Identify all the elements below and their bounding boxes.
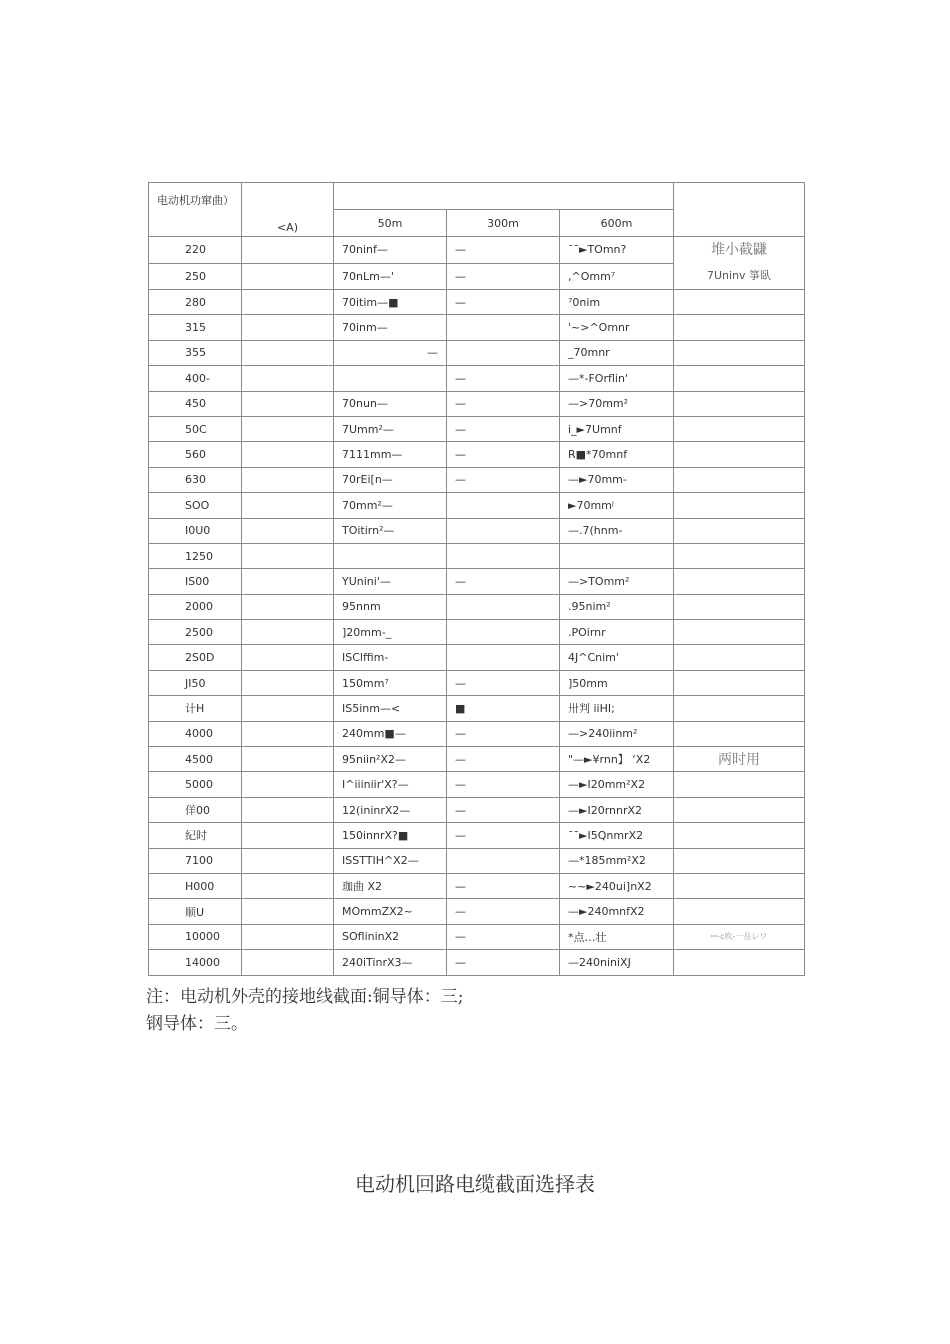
cell-50m: ISSTTIH^X2— — [334, 848, 447, 873]
cell-power: IS00 — [149, 569, 242, 594]
side-empty-cell — [674, 873, 805, 898]
table-row — [149, 442, 805, 467]
cell-300m: — — [447, 442, 560, 467]
cell-power: I0U0 — [149, 518, 242, 543]
cell-600m: 4J^Cnim' — [560, 645, 674, 670]
cell-300m: — — [447, 263, 560, 290]
header-length-600m: 600m — [560, 210, 674, 237]
table-row — [149, 899, 805, 924]
side-empty-cell — [674, 645, 805, 670]
table-row — [149, 543, 805, 568]
cell-600m: —.7(hnm- — [560, 518, 674, 543]
cell-current — [242, 696, 334, 721]
table-row — [149, 645, 805, 670]
cell-300m: — — [447, 721, 560, 746]
cell-600m: ¯¯►TOmn? — [560, 237, 674, 264]
cell-50m — [334, 366, 447, 391]
header-row-top — [149, 183, 805, 210]
cell-50m: I^iiiniir'X?— — [334, 772, 447, 797]
table-row — [149, 950, 805, 975]
side-empty-cell — [674, 848, 805, 873]
cell-power: 14000 — [149, 950, 242, 975]
table-row — [149, 569, 805, 594]
cell-600m: ►70mmʲ — [560, 493, 674, 518]
cell-50m: 珈曲 X2 — [334, 873, 447, 898]
cell-current — [242, 366, 334, 391]
side-empty-cell — [674, 315, 805, 340]
cell-current — [242, 645, 334, 670]
cell-300m — [447, 848, 560, 873]
cell-300m: — — [447, 950, 560, 975]
cell-300m — [447, 518, 560, 543]
cell-power: 630 — [149, 467, 242, 492]
cell-power: 佯00 — [149, 797, 242, 822]
cell-current — [242, 493, 334, 518]
cell-600m: —*185mm²X2 — [560, 848, 674, 873]
cell-current — [242, 772, 334, 797]
cell-50m: 70inm— — [334, 315, 447, 340]
table-row — [149, 416, 805, 441]
cell-300m: ■ — [447, 696, 560, 721]
cell-600m: i_►7Umnf — [560, 416, 674, 441]
cell-power: 4000 — [149, 721, 242, 746]
cell-current — [242, 873, 334, 898]
cell-300m: — — [447, 823, 560, 848]
cell-current — [242, 620, 334, 645]
cell-300m: — — [447, 569, 560, 594]
table-row — [149, 467, 805, 492]
cell-current — [242, 848, 334, 873]
cell-current — [242, 391, 334, 416]
cell-600m: .95nim² — [560, 594, 674, 619]
table-row — [149, 797, 805, 822]
table-row — [149, 721, 805, 746]
cell-power: 4500 — [149, 747, 242, 772]
cell-300m: — — [447, 391, 560, 416]
cell-600m: 卅判 iiHI; — [560, 696, 674, 721]
cell-current — [242, 670, 334, 695]
table-row — [149, 924, 805, 949]
side-empty-cell — [674, 416, 805, 441]
both-use-note: 两时用 — [674, 747, 805, 772]
side-empty-cell — [674, 797, 805, 822]
cell-power: 2000 — [149, 594, 242, 619]
footnote — [146, 984, 463, 1038]
side-empty-cell — [674, 569, 805, 594]
cell-300m: — — [447, 899, 560, 924]
cell-current — [242, 315, 334, 340]
cell-300m: — — [447, 873, 560, 898]
table-row — [149, 518, 805, 543]
cell-600m: *点…壮 — [560, 924, 674, 949]
cell-300m: — — [447, 924, 560, 949]
cell-600m: —>70mm² — [560, 391, 674, 416]
cell-300m: — — [447, 797, 560, 822]
cell-600m — [560, 543, 674, 568]
table-row — [149, 670, 805, 695]
table-row — [149, 873, 805, 898]
cell-600m: —►I20mm²X2 — [560, 772, 674, 797]
cell-power: 紀时 — [149, 823, 242, 848]
cell-600m: —►I20rnnrX2 — [560, 797, 674, 822]
table-row — [149, 594, 805, 619]
cell-300m: — — [447, 237, 560, 264]
side-empty-cell — [674, 290, 805, 315]
cell-300m: — — [447, 670, 560, 695]
cell-power: 5000 — [149, 772, 242, 797]
side-empty-cell — [674, 721, 805, 746]
cell-current — [242, 950, 334, 975]
cell-power: 1250 — [149, 543, 242, 568]
cell-power: 450 — [149, 391, 242, 416]
cell-current — [242, 290, 334, 315]
header-length-group — [334, 183, 674, 210]
cell-50m: 240iTinrX3— — [334, 950, 447, 975]
cell-power: 2500 — [149, 620, 242, 645]
table-row — [149, 620, 805, 645]
cell-300m — [447, 315, 560, 340]
side-empty-cell — [674, 366, 805, 391]
cell-current — [242, 823, 334, 848]
side-empty-cell — [674, 340, 805, 365]
cell-600m: .POirnr — [560, 620, 674, 645]
cell-power: 280 — [149, 290, 242, 315]
cell-600m: ⁷0nim — [560, 290, 674, 315]
table-row — [149, 493, 805, 518]
cell-50m: — — [334, 340, 447, 365]
cell-300m: — — [447, 416, 560, 441]
cell-50m: 70mm²— — [334, 493, 447, 518]
header-length-50m: 50m — [334, 210, 447, 237]
cell-600m: '~>^Omnr — [560, 315, 674, 340]
cell-50m: 150innrX?■ — [334, 823, 447, 848]
cell-50m: 7111mm— — [334, 442, 447, 467]
table-row — [149, 315, 805, 340]
table-row — [149, 237, 805, 264]
cell-600m: —►70mm- — [560, 467, 674, 492]
cell-power: 355 — [149, 340, 242, 365]
cell-600m: —>TOmm² — [560, 569, 674, 594]
table-row — [149, 823, 805, 848]
cell-600m: —*-FOrflin' — [560, 366, 674, 391]
header-empty — [674, 183, 805, 237]
min-section-note — [674, 237, 805, 290]
min-section-value: 7Uninv 箏臥 — [707, 269, 772, 282]
cell-current — [242, 442, 334, 467]
cell-300m — [447, 620, 560, 645]
cell-300m: — — [447, 290, 560, 315]
cell-50m: TOitirn²— — [334, 518, 447, 543]
table-row — [149, 391, 805, 416]
table-row — [149, 772, 805, 797]
cell-600m: R■*70mnf — [560, 442, 674, 467]
cell-50m: IS5inm—< — [334, 696, 447, 721]
document-title: 电动机回路电缆截面选择表 — [355, 1172, 595, 1196]
cell-50m: YUnini'— — [334, 569, 447, 594]
cell-50m: 70nun— — [334, 391, 447, 416]
cell-current — [242, 518, 334, 543]
cell-current — [242, 340, 334, 365]
cell-power: 560 — [149, 442, 242, 467]
cell-power: H000 — [149, 873, 242, 898]
header-current: <A) — [242, 183, 334, 237]
cell-50m: 95niin²X2— — [334, 747, 447, 772]
cell-300m: — — [447, 747, 560, 772]
cell-600m: —>240iinm² — [560, 721, 674, 746]
cell-600m: "—►¥rnn】 ‘X2 — [560, 747, 674, 772]
side-empty-cell — [674, 696, 805, 721]
footnote-line-1: 注：电动机外壳的接地线截面:铜导体：三; — [146, 987, 464, 1007]
side-empty-cell — [674, 442, 805, 467]
cell-50m: SOflininX2 — [334, 924, 447, 949]
cell-600m: ~~►240ui]nX2 — [560, 873, 674, 898]
cell-current — [242, 543, 334, 568]
side-empty-cell — [674, 899, 805, 924]
min-section-title: 堆小截鼸 — [711, 242, 768, 258]
cell-current — [242, 263, 334, 290]
cell-600m: _70mnr — [560, 340, 674, 365]
cell-power: 220 — [149, 237, 242, 264]
cell-power: 315 — [149, 315, 242, 340]
side-empty-cell — [674, 518, 805, 543]
cell-300m — [447, 493, 560, 518]
cell-50m: MOmmZX2~ — [334, 899, 447, 924]
cell-power: 10000 — [149, 924, 242, 949]
side-empty-cell — [674, 467, 805, 492]
side-empty-cell — [674, 543, 805, 568]
cell-power: SOO — [149, 493, 242, 518]
cell-300m: — — [447, 772, 560, 797]
table-row — [149, 366, 805, 391]
cell-300m — [447, 594, 560, 619]
cell-50m: 12(ininrX2— — [334, 797, 447, 822]
table-row — [149, 340, 805, 365]
side-empty-cell — [674, 594, 805, 619]
cable-section-table — [148, 182, 805, 976]
cell-300m: — — [447, 366, 560, 391]
cell-50m: ISClffim- — [334, 645, 447, 670]
cell-power: 250 — [149, 263, 242, 290]
cell-current — [242, 924, 334, 949]
cell-600m: —240niniXJ — [560, 950, 674, 975]
footnote-line-2: 钢导体：三。 — [146, 1014, 248, 1034]
side-empty-cell — [674, 772, 805, 797]
cell-power: 7100 — [149, 848, 242, 873]
side-empty-cell — [674, 391, 805, 416]
cell-current — [242, 416, 334, 441]
cell-300m — [447, 543, 560, 568]
cell-current — [242, 899, 334, 924]
cell-600m: ,^Omm⁷ — [560, 263, 674, 290]
cell-300m: — — [447, 467, 560, 492]
cell-50m: 70rEi[n— — [334, 467, 447, 492]
cell-current — [242, 797, 334, 822]
side-empty-cell — [674, 823, 805, 848]
cell-50m: 70ninf— — [334, 237, 447, 264]
cell-power: 2S0D — [149, 645, 242, 670]
cell-current — [242, 237, 334, 264]
cell-current — [242, 467, 334, 492]
header-power: 电动机功窜曲） — [149, 183, 242, 237]
cell-50m: 70nLm—' — [334, 263, 447, 290]
cell-current — [242, 721, 334, 746]
cell-power: JI50 — [149, 670, 242, 695]
cell-50m: 150mm⁷ — [334, 670, 447, 695]
cell-300m — [447, 340, 560, 365]
table-row — [149, 848, 805, 873]
cell-600m: —►240mnfX2 — [560, 899, 674, 924]
cell-power: 计H — [149, 696, 242, 721]
cell-50m: 240mm■— — [334, 721, 447, 746]
table-row — [149, 747, 805, 772]
cell-power: 顺U — [149, 899, 242, 924]
table-row — [149, 696, 805, 721]
cell-50m — [334, 543, 447, 568]
cell-current — [242, 569, 334, 594]
cell-power: 400- — [149, 366, 242, 391]
side-empty-cell — [674, 620, 805, 645]
side-empty-cell — [674, 670, 805, 695]
header-length-300m: 300m — [447, 210, 560, 237]
side-empty-cell — [674, 950, 805, 975]
cell-50m: 7Umm²— — [334, 416, 447, 441]
cell-600m: ]50mm — [560, 670, 674, 695]
cell-300m — [447, 645, 560, 670]
side-empty-cell — [674, 493, 805, 518]
faint-note: ꟷ-c吹-一岳レワ — [674, 924, 805, 949]
cell-50m: ]20mm-_ — [334, 620, 447, 645]
cell-current — [242, 594, 334, 619]
cell-50m: 70itim—■ — [334, 290, 447, 315]
cell-50m: 95nnm — [334, 594, 447, 619]
table-row — [149, 290, 805, 315]
cell-600m: ¯¯►I5QnmrX2 — [560, 823, 674, 848]
cell-power: 50C — [149, 416, 242, 441]
cell-current — [242, 747, 334, 772]
